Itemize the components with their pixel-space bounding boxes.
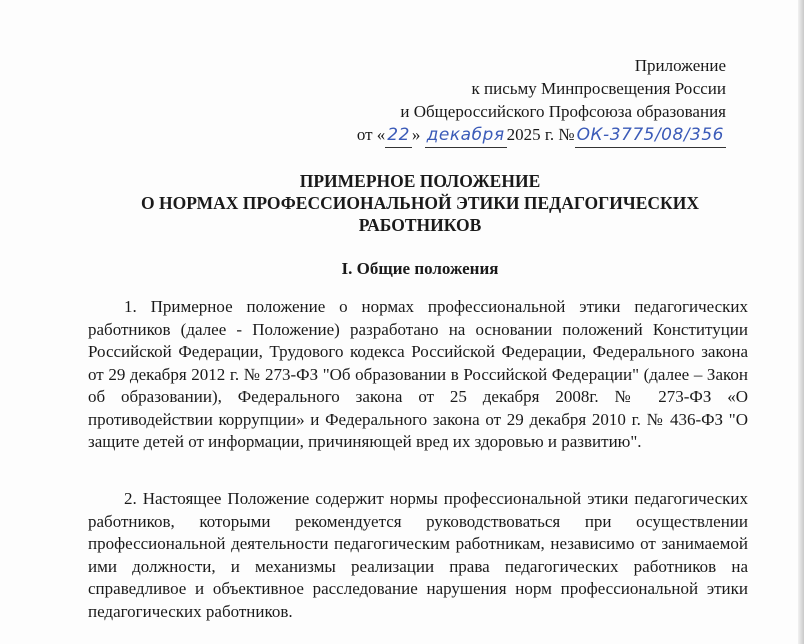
- date-mid: »: [411, 125, 421, 144]
- paragraph-1: 1. Примерное положение о нормах профессиональной этики педагогических работников (далее - Положение) разработано на основании положений Конституции Российской Федерации, Трудового кодекса Российской Федерации, Федерального закона от 29 декабря 2012 г. № 273-ФЗ "Об образовании в Российской Федерации" (далее – Закон об образовании), Федерального закона от 25 декабря 2008г. № 273-ФЗ «О противодействии коррупции» и Федерального закона от 29 декабря 2010 г. № 436-ФЗ "О защите детей от информации, причиняющей вред их здоровью и развитию".: [88, 297, 748, 451]
- date-day-handwritten: 22: [385, 124, 412, 148]
- page-edge-shadow: [798, 0, 804, 644]
- date-year: 2025 г. №: [506, 125, 575, 144]
- appendix-label: Приложение: [634, 56, 726, 75]
- date-month-handwritten: декабря: [425, 124, 507, 148]
- document-title: [90, 170, 750, 236]
- section-heading: I. Общие положения: [341, 259, 499, 278]
- appendix-union-line: и Общероссийского Профсоюза образования: [400, 102, 726, 121]
- document-number-handwritten: ОК-3775/08/356: [575, 124, 726, 148]
- appendix-date-line: [357, 123, 726, 148]
- title-line-1: ПРИМЕРНОЕ ПОЛОЖЕНИЕ: [299, 171, 541, 191]
- appendix-header: [357, 54, 726, 148]
- appendix-letter-line: к письму Минпросвещения России: [471, 79, 726, 98]
- title-line-2: О НОРМАХ ПРОФЕССИОНАЛЬНОЙ ЭТИКИ ПЕДАГОГИЧЕСКИХ: [141, 193, 699, 213]
- title-line-3: РАБОТНИКОВ: [358, 215, 482, 235]
- date-prefix: от «: [356, 125, 386, 144]
- paragraph-2: 2. Настоящее Положение содержит нормы профессиональной этики педагогических работников, которыми рекомендуется руководствоваться при осуществлении профессиональной деятельности педагогическим работникам, независимо от занимаемой ими должности, и механизмы реализации права педагогических работников на справедливое и объективное расследование нарушения норм профессиональной этики педагогических работников.: [88, 489, 748, 621]
